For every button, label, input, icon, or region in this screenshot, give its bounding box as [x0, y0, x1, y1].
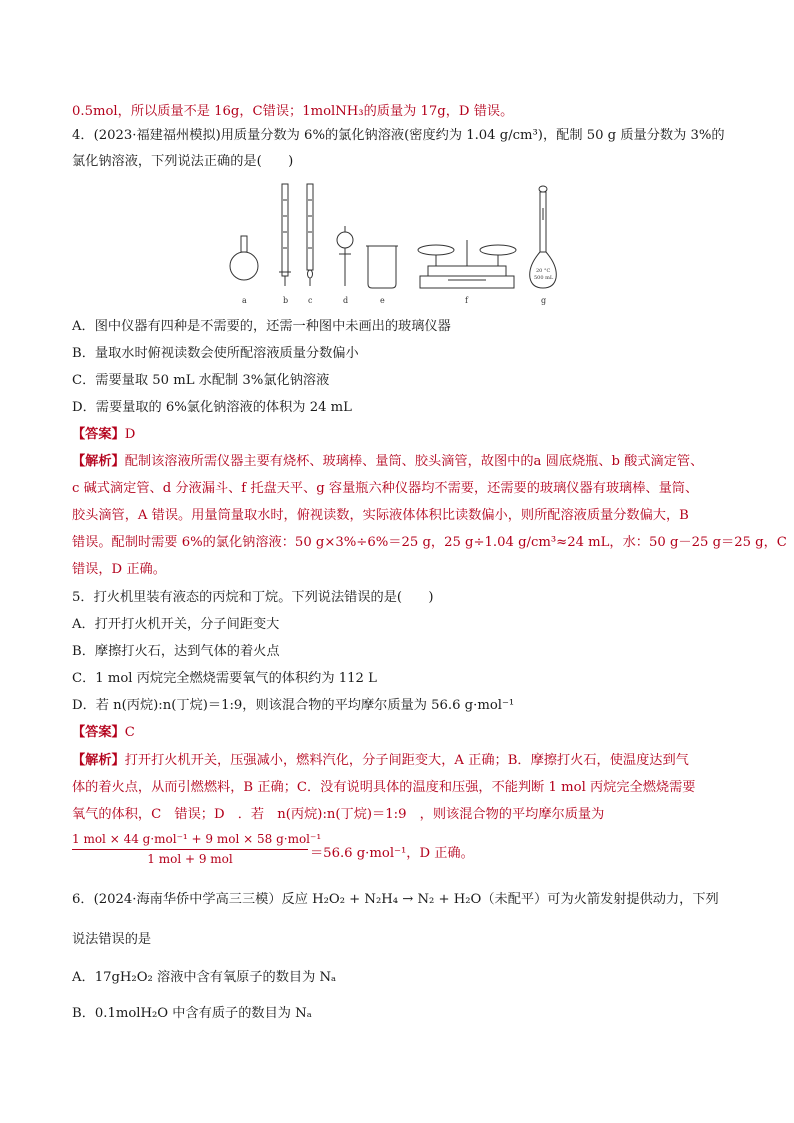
answer-tag: 【答案】	[72, 725, 125, 740]
label-c: c	[308, 296, 313, 305]
answer-tag: 【答案】	[72, 427, 125, 442]
answer-value: C	[124, 725, 135, 740]
q5-option-b: B．摩擦打火石，达到气体的着火点	[72, 644, 280, 659]
fraction-bar	[72, 849, 308, 850]
acid-burette	[279, 184, 291, 286]
q4-stem-line-1: 4．(2023·福建福州模拟)用质量分数为 6%的氯化钠溶液(密度约为 1.04 g/cm³)，配制 50 g 质量分数为 3%的	[72, 128, 725, 143]
q5-option-a: A．打开打火机开关，分子间距变大	[72, 617, 280, 632]
prev-answer-line: 0.5mol，所以质量不是 16g，C错误；1molNH₃的质量为 17g，D 错误。	[72, 104, 514, 119]
q4-explanation-line-5: 错误，D 正确。	[72, 562, 166, 577]
fraction-denominator: 1 mol + 9 mol	[147, 852, 233, 866]
q4-option-d: D．需要量取的 6%氯化钠溶液的体积为 24 mL	[72, 400, 352, 415]
q5-explanation-line-3: 氧气的体积，C 错误；D ．若 n(丙烷):n(丁烷)＝1:9 ，则该混合物的平均摩尔质量为	[72, 807, 605, 822]
fraction-result: ＝56.6 g·mol⁻¹，D 正确。	[310, 846, 474, 861]
fraction-numerator: 1 mol × 44 g·mol⁻¹ + 9 mol × 58 g·mol⁻¹	[72, 832, 322, 846]
q6-option-b: B．0.1molH₂O 中含有质子的数目为 Nₐ	[72, 1006, 312, 1021]
label-a: a	[242, 296, 247, 305]
q5-stem: 5．打火机里装有液态的丙烷和丁烷。下列说法错误的是( )	[72, 590, 434, 605]
q4-option-b: B．量取水时俯视读数会使所配溶液质量分数偏小	[72, 346, 359, 361]
q5-explanation-line-1: 【解析】打开打火机开关，压强减小，燃料汽化，分子间距变大，A 正确；B．摩擦打火石，使温度达到气	[72, 753, 689, 768]
q4-option-a: A．图中仪器有四种是不需要的，还需一种图中未画出的玻璃仪器	[72, 319, 451, 334]
beaker	[366, 246, 398, 288]
lab-apparatus-figure	[228, 180, 568, 308]
q4-explanation-line-4: 错误。配制时需要 6%的氯化钠溶液：50 g×3%÷6%＝25 g，25 g÷1.04 g/cm³≈24 mL，水：50 g－25 g＝25 g，C	[72, 535, 787, 550]
label-d: d	[343, 296, 349, 305]
q4-explanation-line-2: c 碱式滴定管、d 分液漏斗、f 托盘天平、g 容量瓶六种仪器均不需要，还需要的玻璃仪器有玻璃棒、量筒、	[72, 481, 699, 496]
flask-temp-label: 20 °C	[536, 268, 551, 274]
label-f: f	[465, 296, 468, 305]
q4-explanation-line-3: 胶头滴管，A 错误。用量筒量取水时，俯视读数，实际液体体积比读数偏小，则所配溶液质量分数偏大，B	[72, 508, 689, 523]
platform-balance	[418, 240, 516, 288]
explanation-tag: 【解析】	[72, 753, 125, 768]
q5-option-c: C．1 mol 丙烷完全燃烧需要氧气的体积约为 112 L	[72, 671, 377, 686]
q4-explanation-line-1: 【解析】配制该溶液所需仪器主要有烧杯、玻璃棒、量筒、胶头滴管，故图中的a 圆底烧瓶、b 酸式滴定管、	[72, 454, 704, 469]
base-burette	[307, 184, 313, 286]
q5-option-d: D．若 n(丙烷):n(丁烷)＝1:9，则该混合物的平均摩尔质量为 56.6 g·mol⁻¹	[72, 698, 515, 713]
q6-stem-line-2: 说法错误的是	[72, 932, 152, 947]
flask-volume-label: 500 mL	[534, 275, 554, 281]
label-e: e	[380, 296, 385, 305]
q4-option-c: C．需要量取 50 mL 水配制 3%氯化钠溶液	[72, 373, 330, 388]
label-b: b	[283, 296, 289, 305]
q5-explanation-line-2: 体的着火点，从而引燃燃料，B 正确；C．没有说明具体的温度和压强，不能判断 1 mol 丙烷完全燃烧需要	[72, 780, 696, 795]
q4-answer	[72, 426, 135, 444]
q4-stem-line-2: 氯化钠溶液，下列说法正确的是( )	[72, 154, 294, 169]
explanation-tag: 【解析】	[72, 454, 125, 469]
answer-value: D	[124, 427, 136, 442]
q6-option-a: A．17gH₂O₂ 溶液中含有氧原子的数目为 Nₐ	[72, 970, 337, 985]
label-g: g	[541, 296, 547, 305]
separatory-funnel	[337, 226, 353, 286]
round-bottom-flask	[230, 236, 258, 280]
q6-stem-line-1: 6．(2024·海南华侨中学高三三模）反应 H₂O₂ + N₂H₄ → N₂ + H₂O（未配平）可为火箭发射提供动力，下列	[72, 892, 719, 907]
q5-answer	[72, 724, 135, 742]
